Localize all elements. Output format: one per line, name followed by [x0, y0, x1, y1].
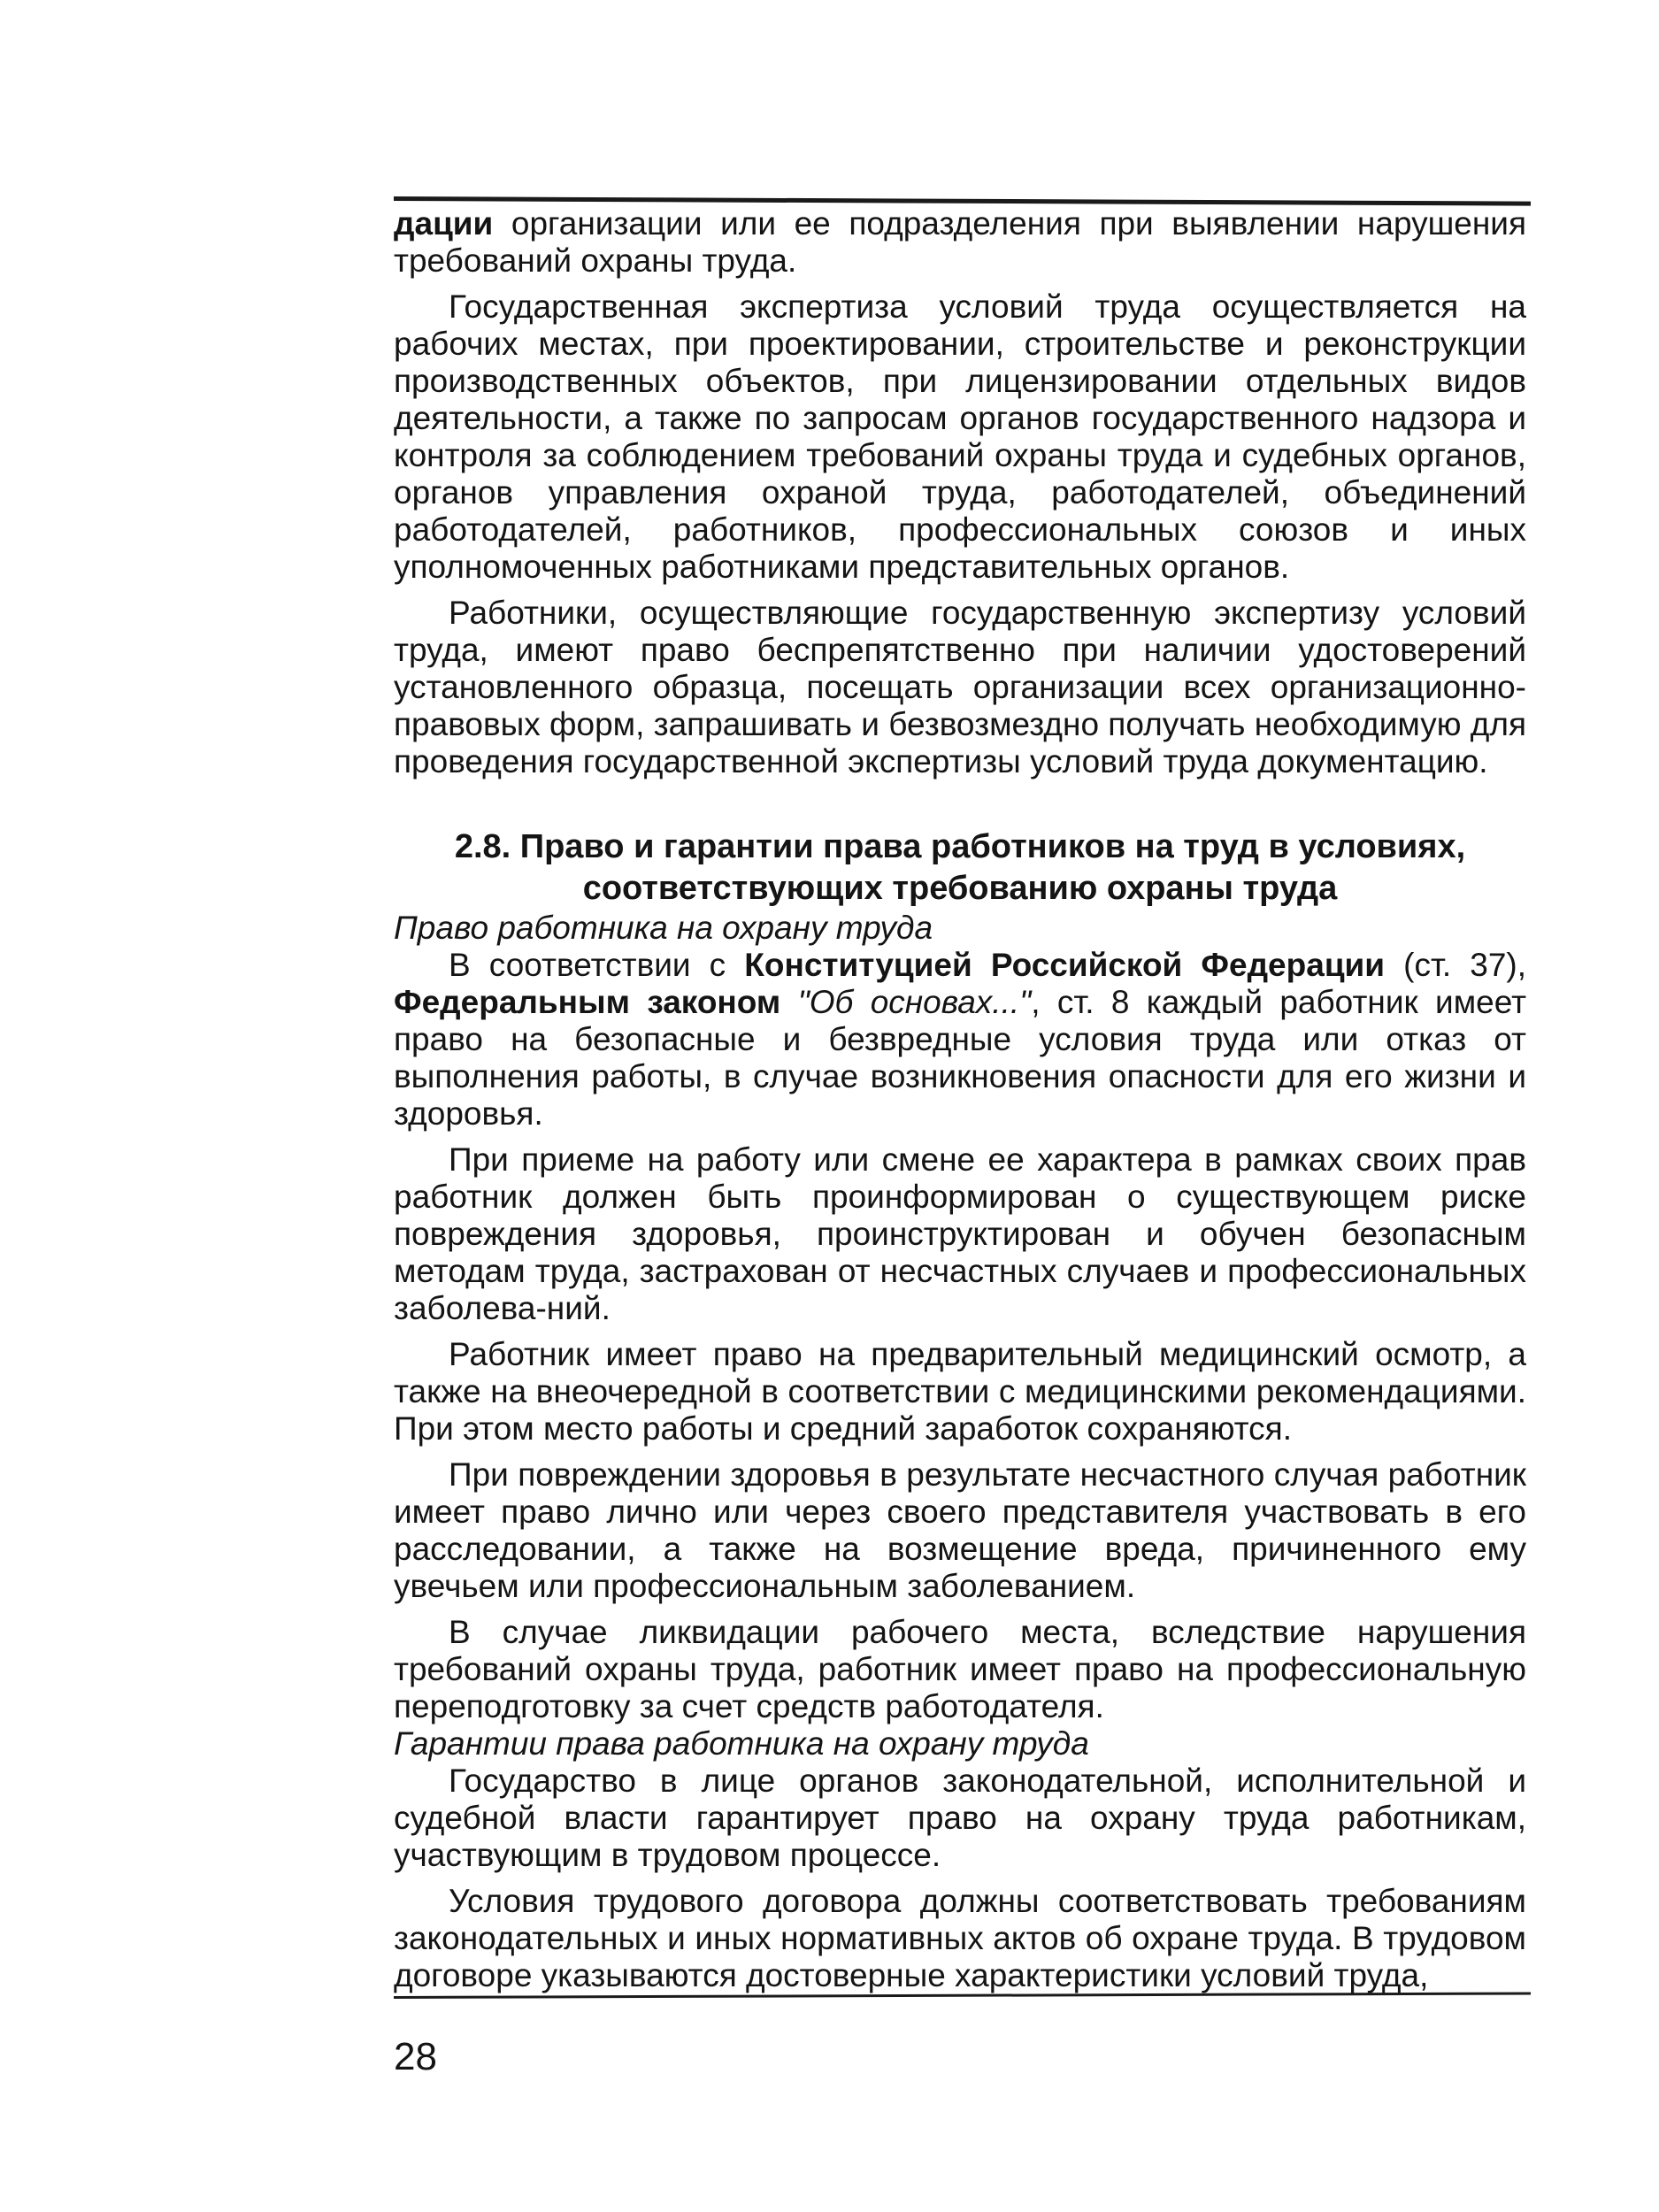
paragraph-continuation: [394, 205, 1526, 280]
paragraph-medical: Работник имеет право на предварительный медицинский осмотр, а также на внеочередной в соответствии с медицинскими рекомендациями. При этом место работы и средний заработок сохраняются.: [394, 1336, 1526, 1447]
continuation-text: организации или ее подразделения при выявлении нарушения требований охраны труда.: [394, 205, 1526, 279]
constitution-italic: "Об основах...": [797, 984, 1032, 1020]
paragraph-hiring: При приеме на работу или смене ее характера в рамках своих прав работник должен быть проинформирован о существующем риске повреждения здоровья, проинструктирован и обучен безопасным методам труда, застрахован от несчастных случаев и профессиональных заболева-ний.: [394, 1141, 1526, 1326]
constitution-text-3: [780, 984, 797, 1020]
section-heading-line-2: соответствующих требованию охраны труда: [582, 870, 1338, 907]
subheading-right: Право работника на охрану труда: [394, 910, 933, 946]
paragraph-injury: При повреждении здоровья в результате несчастного случая работник имеет право лично или через своего представителя участвовать в его расследовании, а также на возмещение вреда, причиненного ему увечьем или профессиональным заболеванием.: [394, 1456, 1526, 1604]
paragraph-expertise: Государственная экспертиза условий труда осуществляется на рабочих местах, при проектировании, строительстве и реконструкции производственных объектов, при лицензировании отдельных видов деятельности, а также по запросам органов государственного надзора и контроля за соблюдением требований охраны труда и судебных органов, органов управления охраной труда, работодателей, объединений работодателей, работников, профессиональных союзов и иных уполномоченных работниками представительных органов.: [394, 288, 1526, 585]
constitution-text-4: , ст. 8 каждый работник имеет право на безопасные и безвредные условия труда или отказ от выполнения работы, в случае возникновения опасности для его жизни и здоровья.: [394, 984, 1527, 1132]
continuation-lead: дации: [394, 205, 494, 242]
constitution-bold-2: Федеральным законом: [394, 984, 781, 1020]
page-number: 28: [394, 2035, 437, 2078]
paragraph-expert-workers: Работники, осуществляющие государственную экспертизу условий труда, имеют право беспрепятственно при наличии удостоверений установленного образца, посещать организации всех организационно-правовых форм, запрашивать и безвозмездно получать необходимую для проведения государственной экспертизы условий труда документацию.: [394, 595, 1526, 780]
section-heading-line-1: 2.8. Право и гарантии права работников на труд в условиях,: [454, 828, 1466, 865]
section-heading: [394, 826, 1526, 910]
constitution-text-1: В соответствии с: [449, 947, 745, 983]
subheading-guarantees: Гарантии права работника на охрану труда: [394, 1725, 1089, 1762]
paragraph-liquidation: В случае ликвидации рабочего места, вследствие нарушения требований охраны труда, работник имеет право на профессиональную переподготовку за счет средств работодателя.: [394, 1614, 1526, 1724]
constitution-bold-1: Конституцией Российской Федерации: [744, 947, 1386, 983]
paragraph-contract: Условия трудового договора должны соответствовать требованиям законодательных и иных нормативных актов об охране труда. В трудовом договоре указываются достоверные характеристики условий труда,: [394, 1883, 1526, 1993]
paragraph-state: Государство в лице органов законодательной, исполнительной и судебной власти гарантирует право на охрану труда работникам, участвующим в трудовом процессе.: [394, 1763, 1526, 1873]
paragraph-constitution: [394, 947, 1526, 1133]
constitution-text-2: (ст. 37),: [1385, 947, 1526, 983]
page-body: [394, 205, 1526, 1994]
